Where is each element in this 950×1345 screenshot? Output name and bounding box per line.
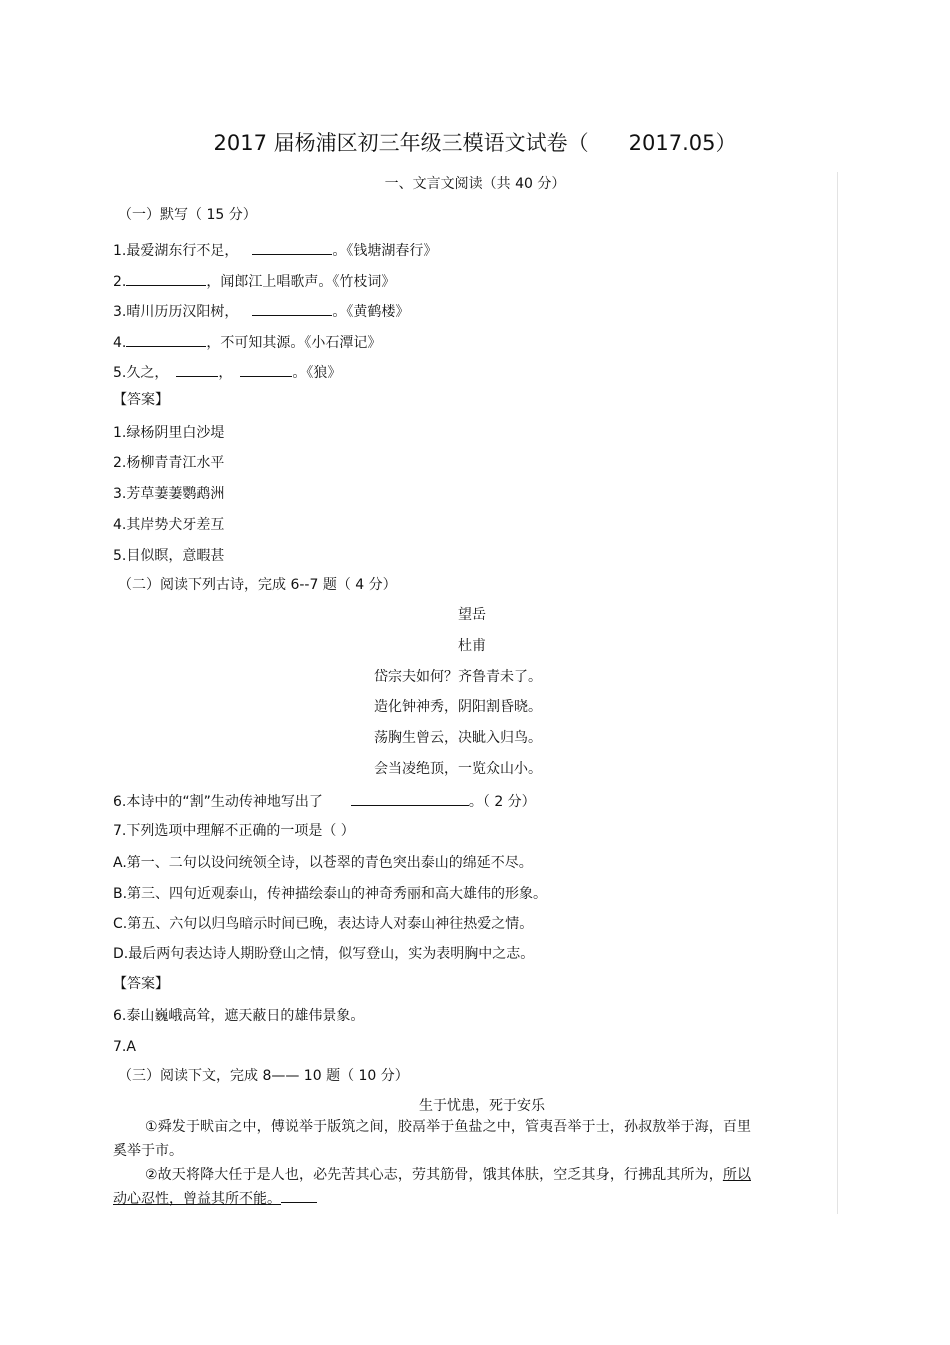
question-5 bbox=[113, 362, 341, 382]
question-text: 4. bbox=[113, 335, 127, 351]
underlined-sentence: 所以动心忍性，曾益其所不能。 bbox=[113, 1167, 751, 1207]
question-4 bbox=[113, 332, 381, 352]
poem-author: 杜甫 bbox=[458, 638, 486, 654]
question-text: 6.本诗中的“割”生动传神地写出了 bbox=[113, 794, 323, 810]
text-title: 生于忧患，死于安乐 bbox=[419, 1098, 545, 1114]
option-a: A.第一、二句以设问统领全诗，以苍翠的青色突出泰山的绵延不尽。 bbox=[113, 855, 533, 871]
question-text: 2. bbox=[113, 274, 127, 290]
answer-blank[interactable] bbox=[176, 362, 218, 377]
part2-heading: （二）阅读下列古诗，完成 6--7 题（ 4 分） bbox=[118, 577, 397, 593]
answer-item: 6.泰山巍峨高耸，遮天蔽日的雄伟景象。 bbox=[113, 1008, 365, 1024]
poem-title: 望岳 bbox=[458, 607, 486, 623]
part1-heading: （一）默写（ 15 分） bbox=[118, 207, 257, 223]
answer-blank[interactable] bbox=[351, 791, 469, 806]
question-source: 。《黄鹤楼》 bbox=[332, 304, 410, 320]
question-source: 。《狼》 bbox=[292, 365, 342, 381]
question-comma: ， bbox=[218, 365, 233, 381]
answer-blank[interactable] bbox=[240, 362, 292, 377]
question-2 bbox=[113, 271, 395, 291]
answer-item: 7.A bbox=[113, 1039, 136, 1055]
answer-blank[interactable] bbox=[252, 301, 332, 316]
option-b: B.第三、四句近观泰山，传神描绘泰山的神奇秀丽和高大雄伟的形象。 bbox=[113, 886, 548, 902]
question-text: 3.晴川历历汉阳树， bbox=[113, 304, 239, 320]
answer-blank[interactable] bbox=[252, 240, 332, 255]
question-source: ，不可知其源。《小石潭记》 bbox=[206, 335, 382, 351]
answer-item: 5.目似瞑，意暇甚 bbox=[113, 548, 225, 564]
poem-line: 会当凌绝顶，一览众山小。 bbox=[374, 761, 542, 777]
question-text: 1.最爱湖东行不足， bbox=[113, 243, 239, 259]
answer-blank[interactable] bbox=[126, 271, 206, 286]
exam-title: 2017 届杨浦区初三年级三模语文试卷（ 2017.05） bbox=[213, 131, 737, 155]
option-d: D.最后两句表达诗人期盼登山之情，似写登山，实为表明胸中之志。 bbox=[113, 946, 535, 962]
answer-item: 2.杨柳青青江水平 bbox=[113, 455, 225, 471]
paragraph-1: ①舜发于畎亩之中，傅说举于版筑之间，胶鬲举于鱼盐之中，管夷吾举于士，孙叔敖举于海，百里奚举于市。 bbox=[113, 1119, 751, 1159]
answer-item: 4.其岸势犬牙差互 bbox=[113, 517, 225, 533]
question-3 bbox=[113, 301, 409, 321]
answer-item: 1.绿杨阴里白沙堤 bbox=[113, 425, 225, 441]
answer-label: 【答案】 bbox=[113, 392, 169, 408]
question-source: 。《钱塘湖春行》 bbox=[332, 243, 438, 259]
question-score: 。（ 2 分） bbox=[468, 794, 536, 810]
answer-item: 3.芳草萋萋鹦鹉洲 bbox=[113, 486, 225, 502]
poem-line: 荡胸生曾云，决眦入归鸟。 bbox=[374, 730, 542, 746]
paragraph-2 bbox=[113, 1163, 751, 1211]
part3-heading: （三）阅读下文，完成 8—— 10 题（ 10 分） bbox=[118, 1068, 409, 1084]
question-6 bbox=[113, 791, 536, 811]
option-c: C.第五、六句以归鸟暗示时间已晚，表达诗人对泰山神往热爱之情。 bbox=[113, 916, 534, 932]
underline-tail bbox=[281, 1188, 317, 1203]
paragraph-text: ②故天将降大任于是人也，必先苦其心志，劳其筋骨，饿其体肤，空乏其身，行拂乱其所为， bbox=[145, 1167, 723, 1183]
question-source: ，闻郎江上唱歌声。《竹枝词》 bbox=[206, 274, 396, 290]
question-7: 7.下列选项中理解不正确的一项是（ ） bbox=[113, 823, 355, 839]
answer-label: 【答案】 bbox=[113, 976, 169, 992]
poem-line: 造化钟神秀，阴阳割昏晓。 bbox=[374, 699, 542, 715]
poem-line: 岱宗夫如何？齐鲁青未了。 bbox=[374, 669, 542, 685]
question-text: 5.久之， bbox=[113, 365, 169, 381]
section-heading: 一、文言文阅读（共 40 分） bbox=[384, 176, 566, 192]
question-1 bbox=[113, 240, 437, 260]
answer-blank[interactable] bbox=[126, 332, 206, 347]
page-right-rule bbox=[837, 172, 838, 1214]
